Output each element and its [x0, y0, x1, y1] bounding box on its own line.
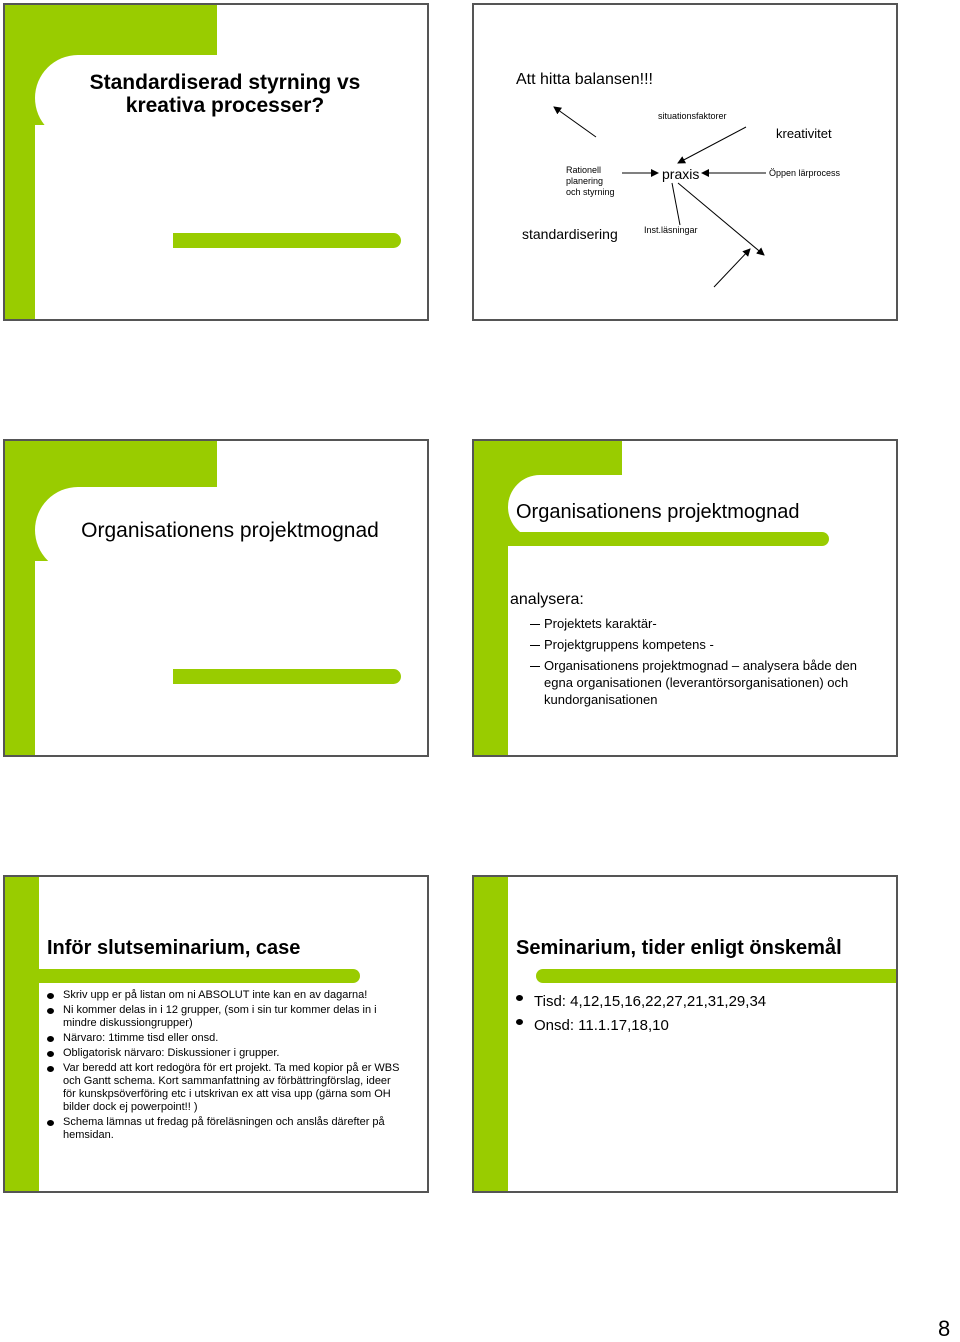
- slide-4: [472, 439, 898, 757]
- slide-6: [472, 875, 898, 1193]
- slide-1-green-stripe: [5, 5, 35, 321]
- slide-3-green-stripe: [5, 441, 35, 757]
- arrow-down-left: [672, 183, 680, 225]
- list-item: Onsd: 11.1.17,18,10: [516, 1015, 886, 1037]
- slide-4-list: [510, 615, 882, 708]
- label-kreativitet: kreativitet: [776, 126, 832, 141]
- list-item: Var beredd att kort redogöra för ert projekt. Ta med kopior på er WBS och Gantt schema. Kort sammanfattning av förbättringförslag, ideer för kunskpsöverföring etc i utskrivan ex att visa upp (gärna som OH bilder dock ej powerpoint!! ): [47, 1062, 403, 1114]
- slide-3-deco-bar: [173, 669, 401, 684]
- slide-2-heading: Att hitta balansen!!!: [516, 71, 653, 88]
- slide-1-title: [50, 71, 400, 117]
- slide-5-list: [47, 989, 403, 1142]
- list-item: Skriv upp er på listan om ni ABSOLUT inte kan en av dagarna!: [47, 989, 403, 1002]
- label-oppen-larprocess: Öppen lärprocess: [769, 168, 841, 178]
- label-situationsfaktorer: situationsfaktorer: [658, 111, 727, 121]
- slide-5-green-stripe: [5, 877, 39, 1193]
- slide-6-title: Seminarium, tider enligt önskemål: [516, 937, 842, 959]
- slide-4-green-stripe: [474, 441, 508, 757]
- label-rationell-line-2: planering: [566, 176, 604, 186]
- label-inst-lasningar: Inst.läsningar: [644, 225, 698, 235]
- slide-1-title-line-1: Standardiserad styrning vs: [89, 71, 361, 94]
- list-item: Ni kommer delas in i 12 grupper, (som i sin tur kommer delas in i mindre diskussiongrupper): [47, 1004, 403, 1030]
- slide-4-title: Organisationens projektmognad: [516, 501, 800, 523]
- slide-5-title: Inför slutseminarium, case: [47, 937, 301, 959]
- slide-2: [472, 3, 898, 321]
- page-number: 8: [938, 1316, 951, 1341]
- list-item: Organisationens projektmognad – analysera både den egna organisationen (leverantörsorganisationen) och kundorganisationen: [510, 657, 882, 708]
- slide-5-deco-bar: [15, 969, 360, 983]
- list-item: Schema lämnas ut fredag på föreläsningen och anslås därefter på hemsidan.: [47, 1116, 403, 1142]
- list-item: Obligatorisk närvaro: Diskussioner i grupper.: [47, 1047, 403, 1060]
- slide-4-deco-bar: [484, 532, 829, 546]
- arrow-down-right: [678, 183, 764, 255]
- list-item: Projektets karaktär-: [510, 615, 882, 632]
- balance-arrows-diagram: [474, 5, 898, 321]
- list-item: Tisd: 4,12,15,16,22,27,21,31,29,34: [516, 991, 886, 1013]
- slide-4-lead: analysera:: [510, 591, 584, 608]
- label-rationell-line-3: och styrning: [566, 187, 615, 197]
- slide-6-list: [516, 991, 886, 1037]
- slide-6-deco-bar: [536, 969, 898, 983]
- arrow-to-situationsfaktorer: [554, 107, 596, 137]
- list-item: Projektgruppens kompetens -: [510, 636, 882, 653]
- arrow-lower: [714, 249, 750, 287]
- list-item: Närvaro: 1timme tisd eller onsd.: [47, 1032, 403, 1045]
- label-praxis: praxis: [662, 166, 700, 182]
- slide-1-title-line-2: kreativa processer?: [125, 94, 325, 117]
- slide-1-deco-bar: [173, 233, 401, 248]
- slide-5: [3, 875, 429, 1193]
- slide-6-green-stripe: [474, 877, 508, 1193]
- label-standardisering: standardisering: [522, 226, 618, 242]
- slide-3-title: Organisationens projektmognad: [81, 519, 379, 542]
- slide-1: [3, 3, 429, 321]
- arrow-from-situationsfaktorer: [678, 127, 746, 163]
- slide-3: [3, 439, 429, 757]
- label-rationell-line-1: Rationell: [566, 165, 602, 175]
